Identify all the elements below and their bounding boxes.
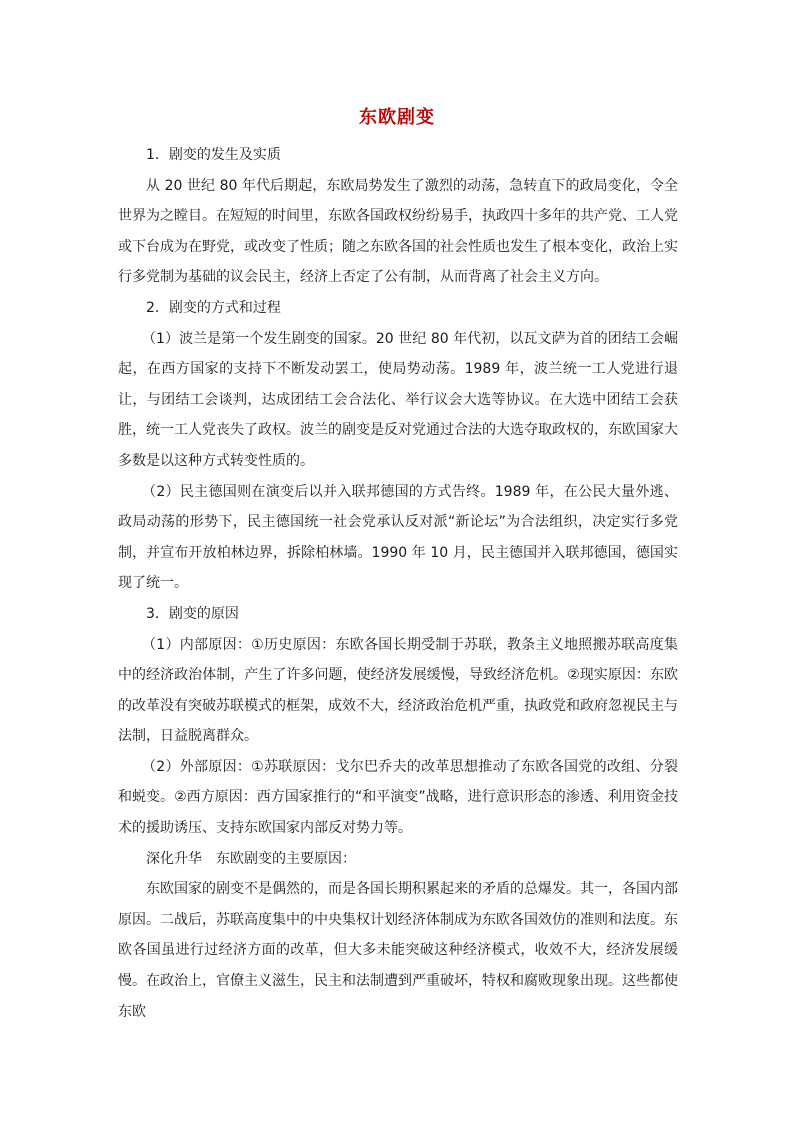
section-heading: 3．剧变的原因 [146, 605, 239, 622]
paragraph: （1）内部原因：①历史原因：东欧各国长期受制于苏联，教条主义地照搬苏联高度集中的经济政治体制，产生了许多问题，使经济发展缓慢，导致经济危机。②现实原因：东欧的改革没有突破苏联模式的框架，成效不大，经济政治危机严重，执政党和政府忽视民主与法制，日益脱离群众。 [118, 636, 678, 745]
paragraph: 从 20 世纪 80 年代后期起，东欧局势发生了激烈的动荡，急转直下的政局变化，令全世界为之瞠目。在短短的时间里，东欧各国政权纷纷易手，执政四十多年的共产党、工人党或下台成为在野党，或改变了性质；随之东欧各国的社会性质也发生了根本变化，政治上实行多党制为基础的议会民主，经济上否定了公有制，从而背离了社会主义方向。 [118, 177, 678, 286]
document-title: 东欧剧变 [359, 107, 435, 128]
paragraph: （1）波兰是第一个发生剧变的国家。20 世纪 80 年代初，以瓦文萨为首的团结工会崛起，在西方国家的支持下不断发动罢工，使局势动荡。1989 年，波兰统一工人党进行退让，与团结工会谈判，达成团结工会合法化、举行议会大选等协议。在大选中团结工会获胜，统一工人党丧失了政权。波兰的剧变是反对党通过合法的大选夺取政权的，东欧国家大多数是以这种方式转变性质的。 [118, 330, 678, 469]
section-heading: 深化升华 东欧剧变的主要原因： [146, 850, 356, 867]
paragraph: 东欧国家的剧变不是偶然的，而是各国长期积累起来的矛盾的总爆发。其一，各国内部原因。二战后，苏联高度集中的中央集权计划经济体制成为东欧各国效仿的准则和法度。东欧各国虽进行过经济方面的改革，但大多未能突破这种经济模式，收效不大，经济发展缓慢。在政治上，官僚主义滋生，民主和法制遭到严重破坏，特权和腐败现象出现。这些都使东欧 [118, 881, 678, 1020]
section-heading: 2．剧变的方式和过程 [146, 299, 281, 316]
section-heading: 1．剧变的发生及实质 [146, 147, 281, 163]
document-body [118, 140, 678, 1027]
paragraph: （2）民主德国则在演变后以并入联邦德国的方式告终。1989 年，在公民大量外逃、政局动荡的形势下，民主德国统一社会党承认反对派“新论坛”为合法组织，决定实行多党制，并宣布开放柏林边界，拆除柏林墙。1990 年 10 月，民主德国并入联邦德国，德国实现了统一。 [118, 483, 678, 592]
paragraph: （2）外部原因：①苏联原因：戈尔巴乔夫的改革思想推动了东欧各国党的改组、分裂和蜕变。②西方原因：西方国家推行的“和平演变”战略，进行意识形态的渗透、利用资金技术的援助诱压、支持东欧国家内部反对势力等。 [118, 758, 678, 837]
